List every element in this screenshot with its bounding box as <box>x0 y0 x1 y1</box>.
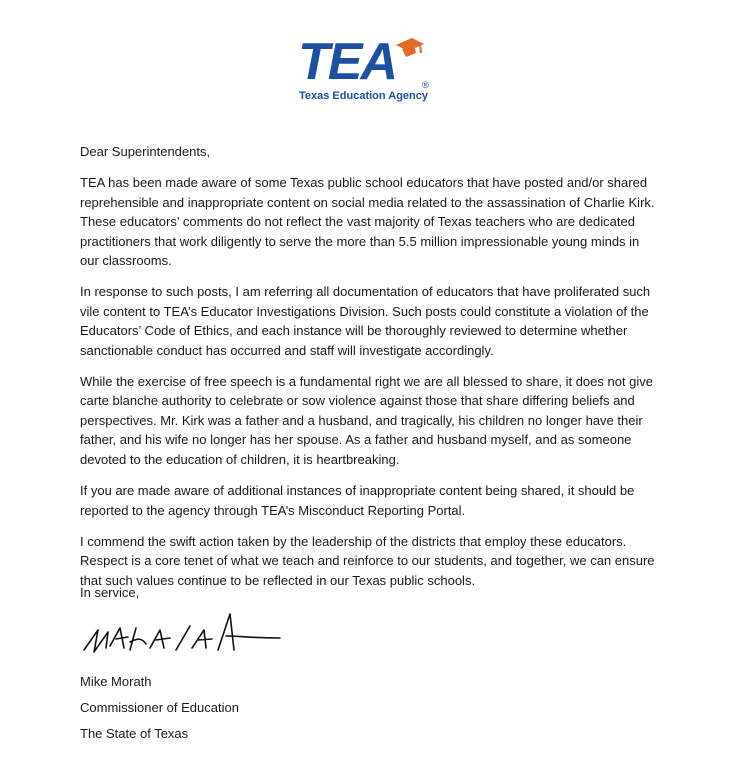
letter-body <box>80 142 660 602</box>
paragraph-2: In response to such posts, I am referring all documentation of educators that have proliferated such vile content to TEA’s Educator Investigations Division. Such posts could constitute a violation of the Educators’ Code of Ethics, and each instance will be thoroughly reviewed to determine whether sanctionable conduct has occurred and staff will investigate accordingly. <box>80 284 651 358</box>
logo-wordmark: TEA <box>298 33 396 91</box>
handwritten-signature <box>80 606 290 660</box>
graduation-cap-icon <box>394 36 426 62</box>
signer-name: Mike Morath <box>80 674 152 689</box>
signer-organization: The State of Texas <box>80 726 189 741</box>
tea-logo <box>298 33 438 106</box>
paragraph-3: While the exercise of free speech is a fundamental right we are all blessed to share, it does not give carte blanche authority to celebrate or sow violence against those that share differing beliefs and perspectives. Mr. Kirk was a father and a husband, and tragically, his children no longer have their father, and his wife no longer has her spouse. As a father and husband myself, and as someone devoted to the education of children, it is heartbreaking. <box>80 374 654 467</box>
registered-mark: ® <box>422 80 429 90</box>
signature-block <box>80 672 239 750</box>
paragraph-1: TEA has been made aware of some Texas public school educators that have posted and/or shared reprehensible and inappropriate content on social media related to the assassination of Charlie Kirk. These educators’ comments do not reflect the vast majority of Texas teachers who are dedicated practitioners that work diligently to serve the more than 5.5 million impressionable young minds in our classrooms. <box>80 175 655 269</box>
salutation: Dear Superintendents, <box>80 144 211 159</box>
closing: In service, <box>80 585 140 600</box>
agency-name: Texas Education Agency <box>299 90 428 102</box>
paragraph-5: I commend the swift action taken by the leadership of the districts that employ these educators. Respect is a core tenet of what we teach and reinforce to our students, and together, we can ensure that such values continue to be reflected in our Texas public schools. <box>80 533 655 588</box>
signer-title: Commissioner of Education <box>80 700 239 715</box>
paragraph-4: If you are made aware of additional instances of inappropriate content being shared, it should be reported to the agency through TEA’s Misconduct Reporting Portal. <box>80 483 635 518</box>
